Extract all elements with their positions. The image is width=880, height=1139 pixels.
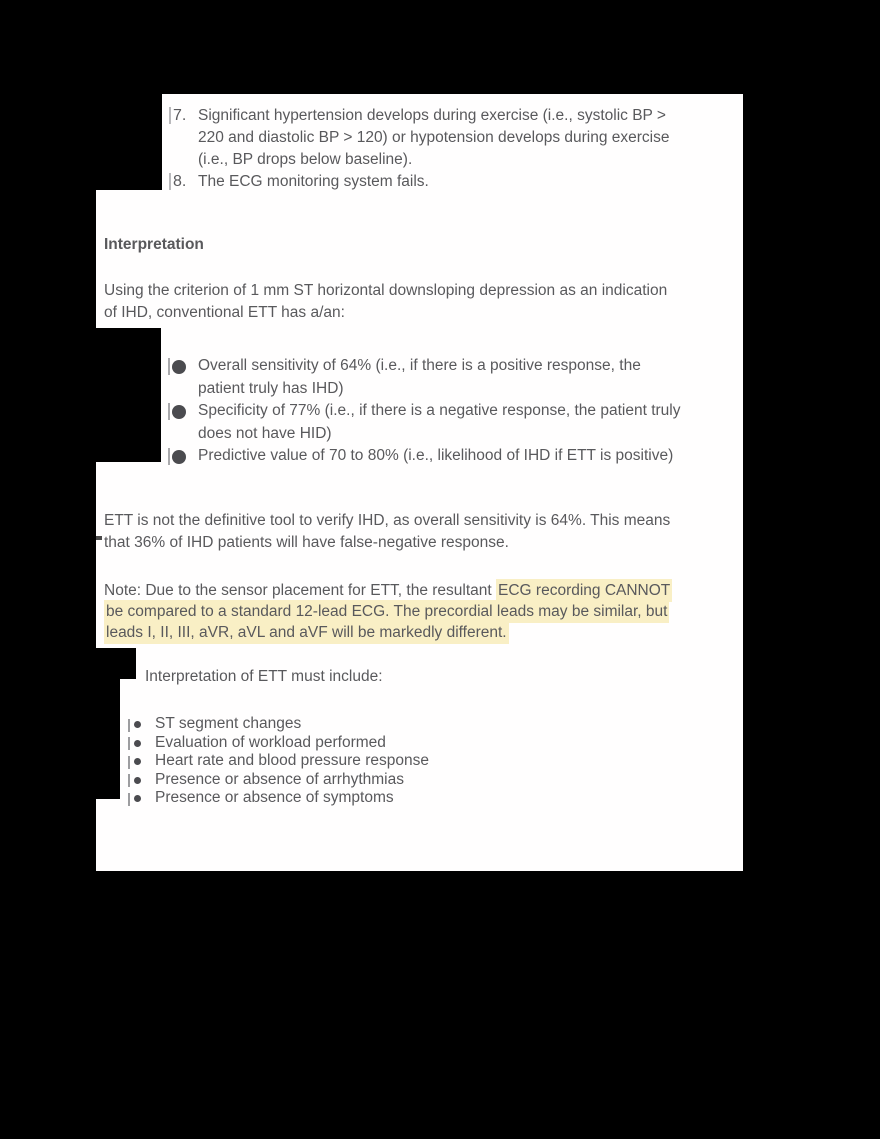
text-line: ST segment changes — [155, 715, 302, 732]
list-marker-artifact — [128, 793, 130, 806]
text-line: Heart rate and blood pressure response — [155, 752, 429, 769]
text-line: Using the criterion of 1 mm ST horizontal downsloping depression as an indication — [104, 282, 668, 299]
bullet-icon — [134, 777, 141, 784]
text-line: Overall sensitivity of 64% (i.e., if there is a positive response, the — [198, 357, 641, 374]
list-marker-artifact — [128, 719, 130, 732]
text-line: Predictive value of 70 to 80% (i.e., likelihood of IHD if ETT is positive) — [198, 447, 674, 464]
bullet-icon — [134, 758, 141, 765]
list-item — [128, 789, 688, 808]
text-line: ETT is not the definitive tool to verify IHD, as overall sensitivity is 64%. This means — [104, 512, 671, 529]
item-text — [198, 445, 673, 468]
text-line: 220 and diastolic BP > 120) or hypotension develops during exercise — [198, 129, 670, 146]
item-text — [198, 400, 680, 445]
summary-paragraph — [104, 510, 670, 553]
text-line: that 36% of IHD patients will have false-negative response. — [104, 533, 509, 551]
note-highlight-text: leads I, II, III, aVR, aVL and aVF will be markedly different. — [104, 621, 509, 644]
list-marker-artifact — [169, 173, 171, 190]
ett-include-list — [128, 715, 688, 808]
ett-include-heading: Interpretation of ETT must include: — [145, 668, 383, 685]
interpretation-heading: Interpretation — [104, 236, 204, 253]
list-marker-artifact — [128, 756, 130, 769]
numbered-item-8 — [169, 171, 429, 193]
text-line: (i.e., BP drops below baseline). — [198, 151, 413, 168]
text-line: does not have HID) — [198, 424, 332, 442]
criteria-item-specificity — [168, 400, 680, 445]
list-marker-artifact — [128, 774, 130, 787]
text-line: Significant hypertension develops during exercise (i.e., systolic BP > — [198, 107, 666, 124]
text-line: Evaluation of workload performed — [155, 733, 386, 751]
note-paragraph — [104, 580, 672, 643]
interpretation-intro — [104, 280, 667, 324]
criteria-item-predictive-value — [168, 445, 673, 468]
bullet-icon — [172, 360, 186, 374]
numbered-item-7 — [169, 105, 669, 171]
list-item — [128, 752, 688, 771]
item-text — [198, 105, 669, 171]
bullet-icon — [172, 450, 186, 464]
text-line — [104, 601, 672, 622]
note-plain-text: Note: Due to the sensor placement for ETT, the resultant — [104, 582, 497, 599]
list-marker-artifact — [168, 403, 170, 420]
text-line: patient truly has IHD) — [198, 379, 344, 397]
text-line: of IHD, conventional ETT has a/an: — [104, 304, 345, 321]
list-marker-artifact — [168, 358, 170, 375]
bullet-icon — [134, 721, 141, 728]
list-marker-artifact — [128, 737, 130, 750]
text-line: Presence or absence of arrhythmias — [155, 770, 404, 788]
note-highlight-text: be compared to a standard 12-lead ECG. The precordial leads may be similar, but — [104, 600, 669, 623]
text-line — [104, 580, 672, 601]
item-number: 7. — [173, 107, 187, 124]
list-item — [128, 715, 688, 734]
edge-artifact — [96, 536, 102, 540]
item-text — [198, 171, 429, 193]
item-text — [198, 355, 641, 400]
bullet-icon — [172, 405, 186, 419]
text-line: Presence or absence of symptoms — [155, 789, 394, 806]
note-highlight-text: ECG recording CANNOT — [496, 579, 672, 602]
item-number: 8. — [173, 173, 187, 190]
list-item — [128, 771, 688, 790]
paper-panel-bottom — [96, 799, 743, 871]
bullet-icon — [134, 740, 141, 747]
bullet-icon — [134, 795, 141, 802]
list-marker-artifact — [168, 448, 170, 465]
list-item — [128, 734, 688, 753]
criteria-item-sensitivity — [168, 355, 641, 400]
text-line — [104, 622, 672, 643]
text-line: The ECG monitoring system fails. — [198, 173, 429, 190]
list-marker-artifact — [169, 107, 171, 124]
text-line: Specificity of 77% (i.e., if there is a negative response, the patient truly — [198, 402, 681, 419]
